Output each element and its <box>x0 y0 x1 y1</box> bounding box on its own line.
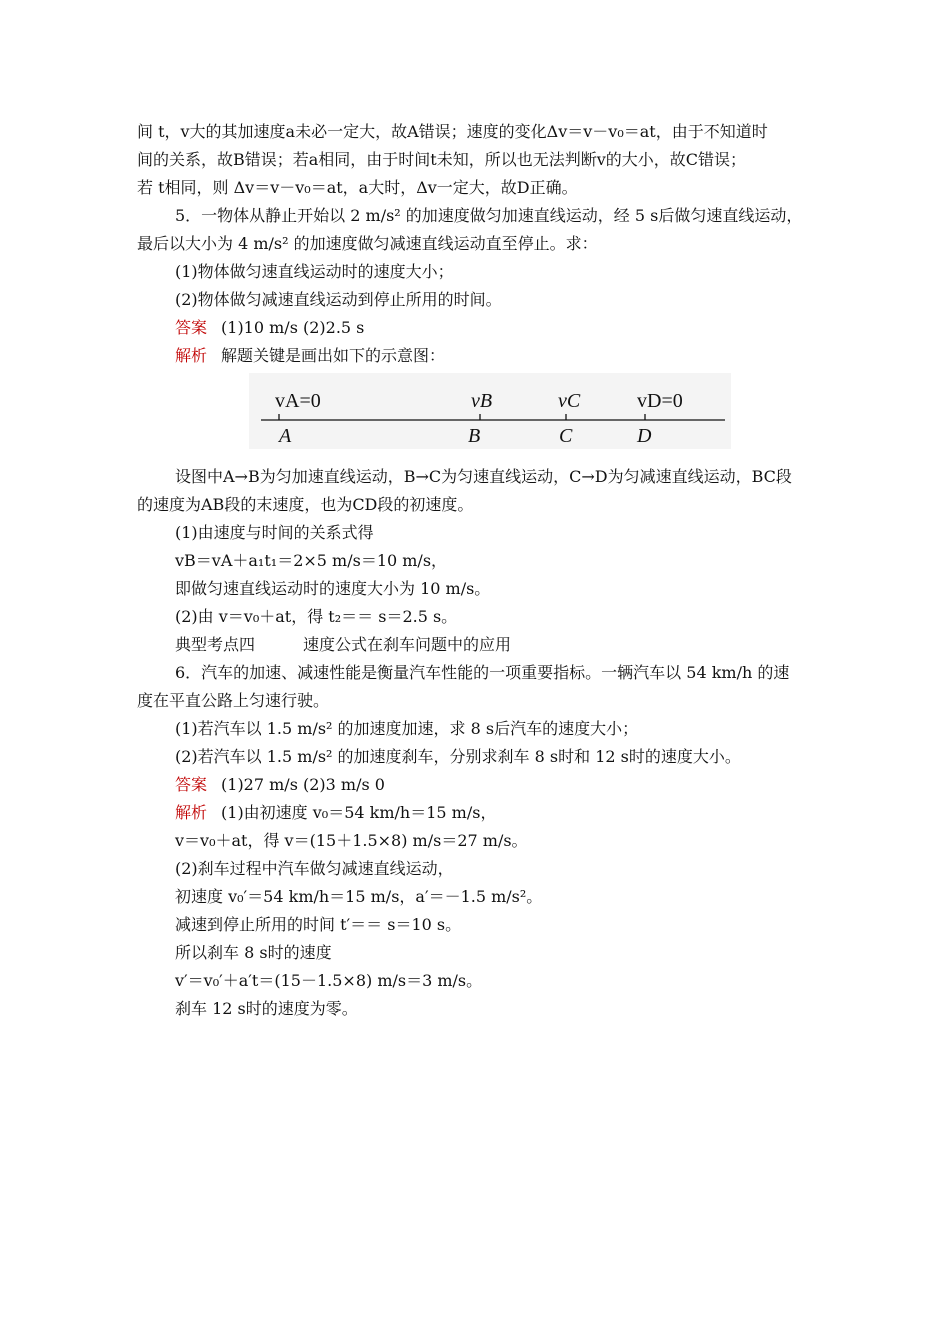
question-6-stem: 度在平直公路上匀速行驶。 <box>137 691 330 710</box>
solution-line: (1)由速度与时间的关系式得 <box>175 523 374 542</box>
solution-line: 刹车 12 s时的速度为零。 <box>175 999 358 1018</box>
section-title: 速度公式在刹车问题中的应用 <box>303 635 512 654</box>
question-5-sub2: (2)物体做匀减速直线运动到停止所用的时间。 <box>175 290 502 309</box>
label-va: vA=0 <box>275 390 321 412</box>
analysis-label: 解析 <box>175 346 208 365</box>
analysis-text: 解题关键是画出如下的示意图： <box>221 346 446 365</box>
label-vd: vD=0 <box>637 390 683 412</box>
solution-line: 所以刹车 8 s时的速度 <box>175 943 332 962</box>
solution-line: 初速度 v₀′＝54 km/h＝15 m/s，a′＝－1.5 m/s²。 <box>175 887 543 906</box>
solution-line: v′＝v₀′＋a′t＝(15－1.5×8) m/s＝3 m/s。 <box>175 971 483 990</box>
section-number: 典型考点四 <box>175 635 256 654</box>
question-6-sub1: (1)若汽车以 1.5 m/s² 的加速度加速，求 8 s后汽车的速度大小； <box>175 719 639 738</box>
question-5-stem: 5．一物体从静止开始以 2 m/s² 的加速度做匀加速直线运动，经 5 s后做匀速直线运动， <box>175 206 803 225</box>
solution-line: (2)由 v＝v₀＋at，得 t₂＝＝ s＝2.5 s。 <box>175 607 458 626</box>
question-6-stem: 6．汽车的加速、减速性能是衡量汽车性能的一项重要指标。一辆汽车以 54 km/h 的速 <box>175 663 790 682</box>
answer-text: (1)10 m/s (2)2.5 s <box>221 318 365 337</box>
answer-label: 答案 <box>175 775 208 794</box>
point-c: C <box>559 425 573 447</box>
point-b: B <box>468 425 481 447</box>
point-a: A <box>279 425 292 447</box>
analysis-text: (1)由初速度 v₀＝54 km/h＝15 m/s， <box>221 803 497 822</box>
solution-line: 即做匀速直线运动时的速度大小为 10 m/s。 <box>175 579 491 598</box>
label-vb: vB <box>471 390 493 412</box>
motion-diagram <box>249 373 731 449</box>
answer-text: (1)27 m/s (2)3 m/s 0 <box>221 775 385 794</box>
paragraph-line: 间的关系，故B错误；若a相同，由于时间t未知，所以也无法判断v的大小，故C错误； <box>137 150 747 169</box>
explain-line: 的速度为AB段的末速度，也为CD段的初速度。 <box>137 495 474 514</box>
question-5-stem: 最后以大小为 4 m/s² 的加速度做匀减速直线运动直至停止。求： <box>137 234 598 253</box>
question-5-analysis <box>175 346 445 366</box>
paragraph-line: 若 t相同，则 Δv＝v－v₀＝at，a大时，Δv一定大，故D正确。 <box>137 178 578 197</box>
solution-line: 减速到停止所用的时间 t′＝＝ s＝10 s。 <box>175 915 462 934</box>
solution-line: v＝v₀＋at，得 v＝(15＋1.5×8) m/s＝27 m/s。 <box>175 831 528 850</box>
paragraph-line: 间 t，v大的其加速度a未必一定大，故A错误；速度的变化Δv＝v－v₀＝at，由于不知道时 <box>137 122 768 141</box>
solution-line: (2)刹车过程中汽车做匀减速直线运动， <box>175 859 454 878</box>
point-d: D <box>637 425 652 447</box>
solution-line: vB＝vA＋a₁t₁＝2×5 m/s＝10 m/s， <box>175 551 448 570</box>
question-6-answer <box>175 775 385 795</box>
analysis-label: 解析 <box>175 803 208 822</box>
label-vc: vC <box>558 390 581 412</box>
section-heading <box>175 635 511 655</box>
question-6-analysis <box>175 803 496 823</box>
question-5-sub1: (1)物体做匀速直线运动时的速度大小； <box>175 262 454 281</box>
question-5-answer <box>175 318 364 338</box>
explain-line: 设图中A→B为匀加速直线运动，B→C为匀速直线运动，C→D为匀减速直线运动，BC段 <box>175 467 792 486</box>
question-6-sub2: (2)若汽车以 1.5 m/s² 的加速度刹车，分别求刹车 8 s时和 12 s时的速度大小。 <box>175 747 741 766</box>
answer-label: 答案 <box>175 318 208 337</box>
